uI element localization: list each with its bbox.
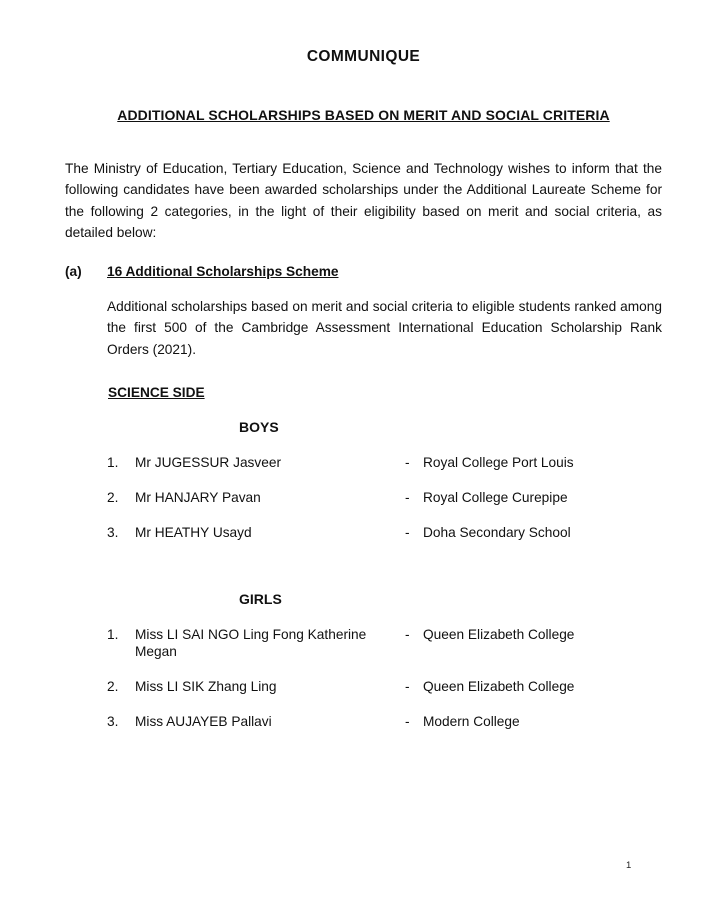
document-heading: ADDITIONAL SCHOLARSHIPS BASED ON MERIT AND SOCIAL CRITERIA: [117, 107, 610, 123]
entry-school: Queen Elizabeth College: [423, 679, 575, 695]
entry-name: Miss AUJAYEB Pallavi: [135, 714, 272, 730]
entry-number: 1.: [107, 455, 119, 471]
entry-name: Mr JUGESSUR Jasveer: [135, 455, 282, 471]
scholar-row-girls-2: [107, 678, 662, 695]
entry-dash: -: [405, 455, 410, 471]
scholar-row-girls-3: [107, 713, 662, 730]
scholar-row-girls-1: [107, 626, 662, 660]
girls-group-heading: GIRLS: [239, 591, 282, 608]
entry-dash: -: [405, 490, 410, 506]
page-title: COMMUNIQUE: [306, 48, 421, 65]
page-number: 1: [626, 860, 632, 871]
section-a-body: Additional scholarships based on merit and social criteria to eligible students ranked among the first 500 of the Cambridge Assessment International Education Scholarship Rank Orders (2021).: [107, 299, 662, 357]
entry-number: 2.: [107, 679, 119, 695]
intro-paragraph: The Ministry of Education, Tertiary Education, Science and Technology wishes to inform that the following candidates have been awarded scholarships under the Additional Laureate Scheme for the following 2 categories, in the light of their eligibility based on merit and social criteria, as detailed below:: [65, 161, 662, 240]
entry-number: 3.: [107, 714, 119, 730]
entry-name: Mr HANJARY Pavan: [135, 490, 261, 506]
entry-dash: -: [405, 525, 410, 541]
boys-group-heading: BOYS: [239, 419, 279, 436]
entry-dash: -: [405, 679, 410, 695]
section-a-heading-row: [65, 263, 662, 280]
scholar-row-boys-2: [107, 489, 662, 506]
entry-number: 1.: [107, 627, 119, 643]
entry-name: Miss LI SAI NGO Ling Fong Katherine Megan: [135, 627, 367, 660]
entry-school: Royal College Curepipe: [423, 490, 568, 506]
section-a-heading: 16 Additional Scholarships Scheme: [107, 264, 339, 280]
scholar-row-boys-3: [107, 524, 662, 541]
scholar-row-boys-1: [107, 454, 662, 471]
entry-school: Modern College: [423, 714, 520, 730]
entry-dash: -: [405, 714, 410, 730]
entry-name: Miss LI SIK Zhang Ling: [135, 679, 277, 695]
entry-school: Royal College Port Louis: [423, 455, 574, 471]
entry-number: 2.: [107, 490, 119, 506]
science-side-heading: SCIENCE SIDE: [108, 385, 205, 401]
section-a-label: (a): [65, 264, 82, 280]
entry-school: Queen Elizabeth College: [423, 627, 575, 643]
entry-dash: -: [405, 627, 410, 643]
entry-school: Doha Secondary School: [423, 525, 571, 541]
entry-name: Mr HEATHY Usayd: [135, 525, 252, 541]
entry-number: 3.: [107, 525, 119, 541]
